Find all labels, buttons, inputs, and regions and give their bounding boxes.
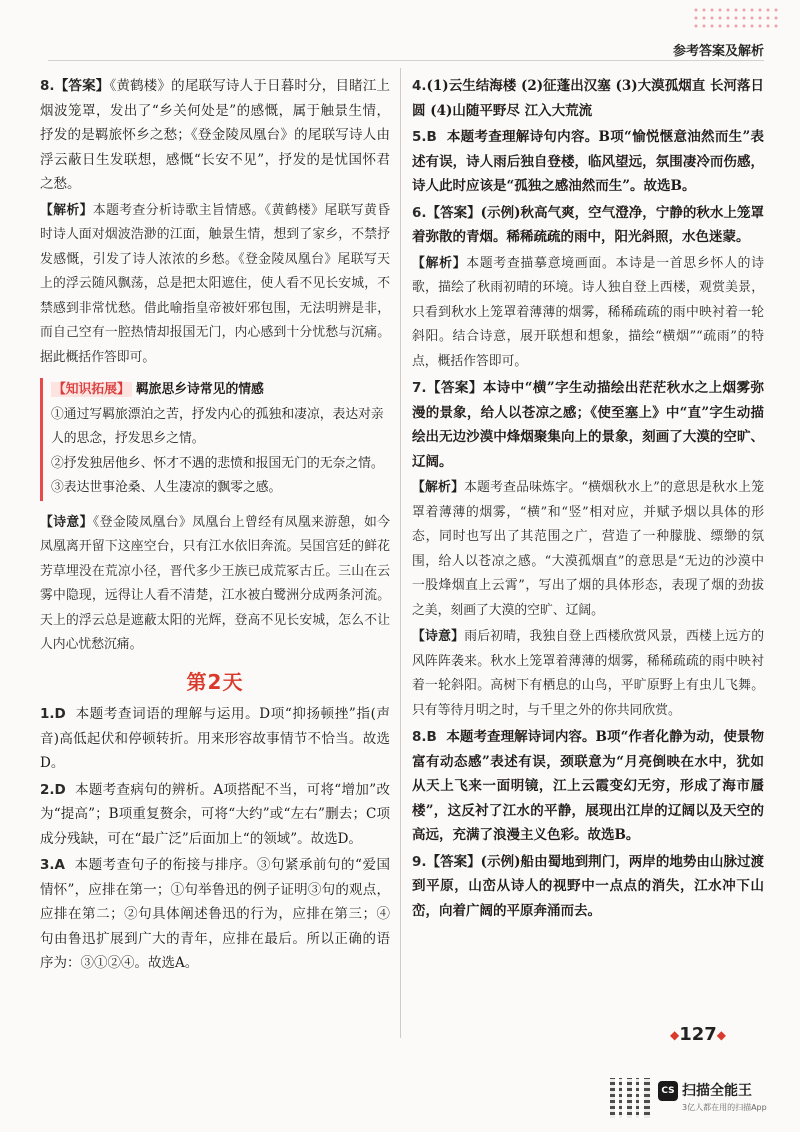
decorative-dot-pattern [692,6,778,32]
page-number: ◆127◆ [669,1024,726,1045]
left-column [40,74,390,978]
analysis-7: 【解析】本题考查品味炼字。“横烟秋水上”的意思是秋水上笼罩着薄薄的烟雾，“横”和“竖”相对应，并赋予烟以具体的形态，同时也写出了其范围之广，营造了一种朦胧、缥缈的氛围，给人以苍凉之感。“大漠孤烟直”的意思是“无边的沙漠中一股烽烟直上云霄”，写出了烟的具体形态，表现了烟的劲拔之美，刻画了大漠的空旷、辽阔。 [412,480,764,618]
poem-translation-7: 【诗意】雨后初晴，我独自登上西楼欣赏风景，西楼上远方的风阵阵袭来。秋水上笼罩着薄薄的烟雾，稀稀疏疏的雨中映衬着一轮斜阳。高树下有栖息的山鸟，平旷原野上有虫儿飞舞。只有等待月明之时，与千里之外的你共同欣赏。 [412,629,765,718]
knowledge-extension-box: 【知识拓展】 羁旅思乡诗常见的情感 ①通过写羁旅漂泊之苦，抒发内心的孤独和凄凉，表达对亲人的思念，抒发思乡之情。 ②抒发独居他乡、怀才不遇的悲愤和报国无门的无奈之情。 ③表达世事沧桑、人生凄凉的飘零之感。 [40,378,390,501]
answer-item-9: 9.【答案】(示例)船由蜀地到荆门，两岸的地势由山脉过渡到平原，山峦从诗人的视野中一点点的消失，江水冲下山峦，向着广阔的平原奔涌而去。 [412,853,765,919]
qr-code-icon [610,1078,650,1118]
scanner-brand: 扫描全能王 [682,1083,752,1099]
column-divider [400,68,401,1038]
answer-item-4: 4.(1)云生结海楼 (2)征蓬出汉塞 (3)大漠孤烟直 长河落日圆 (4)山随平野尽 江入大荒流 [412,78,764,119]
answer-item-2: 2.D 本题考查病句的辨析。A项搭配不当，可将“增加”改为“提高”；B项重复赘余，可将“大约”或“左右”删去；C项成分残缺，可在“最广泛”后面加上“的领域”。故选D。 [40,781,390,847]
answer-item-7: 7.【答案】本诗中“横”字生动描绘出茫茫秋水之上烟雾弥漫的景象，给人以苍凉之感；《使至塞上》中“直”字生动描绘出无边沙漠中烽烟聚集向上的景象，刻画了大漠的空旷、辽阔。 [412,380,765,470]
analysis-8: 【解析】本题考查分析诗歌主旨情感。《黄鹤楼》尾联写黄昏时诗人面对烟波浩渺的江面，触景生情，想到了家乡，不禁抒发感慨，引发了诗人浓浓的乡愁。《登金陵凤凰台》尾联写天上的浮云随风飘荡，总是把太阳遮住，使人看不见长安城，不禁感到非常忧愁。借此喻指皇帝被奸邪包围，无法明辨是非，而自己空有一腔热情却报国无门，内心感到十分忧愁与沉痛。据此概括作答即可。 [40,202,391,365]
analysis-6: 【解析】本题考查描摹意境画面。本诗是一首思乡怀人的诗歌，描绘了秋雨初晴的环境。诗人独自登上西楼，观赏美景，只看到秋水上笼罩着薄薄的烟雾，稀稀疏疏的雨中映衬着一轮斜阳。结合诗意，展开联想和想象，描绘“横烟”“疏雨”的特点，概括作答即可。 [412,255,765,369]
answer-item-8-right: 8.B 本题考查理解诗词内容。B项“作者化静为动，使景物富有动态感”表述有误，颈联意为“月亮倒映在水中，犹如从天上飞来一面明镜，江上云霞变幻无穷，形成了海市蜃楼”，这反衬了江水的平静，展现出江岸的辽阔以及天空的高远，充满了浪漫主义色彩。故选B。 [412,729,764,843]
answer-item-5: 5.B 本题考查理解诗句内容。B项“愉悦惬意油然而生”表述有误，诗人雨后独自登楼，临风望远，氛围凄冷而伤感，诗人此时应该是“孤独之感油然而生”。故选B。 [412,129,764,194]
right-column [412,74,764,925]
answer-item-8: 8.【答案】《黄鹤楼》的尾联写诗人于日暮时分，目睹江上烟波笼罩，发出了“乡关何处是”的感慨，属于触景生情，抒发的是羁旅怀乡之愁；《登金陵凤凰台》的尾联写诗人由浮云蔽日生发联想，感慨“长安不见”，抒发的是忧国怀君之愁。 [40,78,391,192]
diamond-right-icon: ◆ [716,1028,726,1042]
header-rule [48,60,764,61]
answer-item-1: 1.D 本题考查词语的理解与运用。D项“抑扬顿挫”指(声音)高低起伏和停顿转折。用来形容故事情节不恰当。故选D。 [40,706,390,771]
poem-translation-8: 【诗意】《登金陵凤凰台》凤凰台上曾经有凤凰来游憩，如今凤凰离开留下这座空台，只有江水依旧奔流。吴国宫廷的鲜花芳草埋没在荒凉小径，晋代多少王族已成荒冢古丘。三山在云雾中隐现，远得让人看不清楚，江水被白鹭洲分成两条河流。天上的浮云总是遮蔽太阳的光辉，登高不见长安城，怎么不让人内心忧愁沉痛。 [40,514,391,652]
answer-item-6: 6.【答案】(示例)秋高气爽，空气澄净，宁静的秋水上笼罩着弥散的青烟。稀稀疏疏的雨中，阳光斜照，水色迷蒙。 [412,204,765,245]
diamond-left-icon: ◆ [669,1028,680,1042]
answer-item-3: 3.A 本题考查句子的衔接与排序。③句紧承前句的“爱国情怀”，应排在第一；①句举鲁迅的例子证明③句的观点，应排在第二；②句具体阐述鲁迅的行为，应排在第三；④句由鲁迅扩展到广大的青年，应排在最后。所以正确的语序为：③①②④。故选A。 [40,857,390,971]
knowledge-extension-tag: 【知识拓展】 [53,382,130,397]
scanner-watermark [610,1078,786,1122]
page-header-title: 参考答案及解析 [672,44,764,59]
day-2-heading: 第2天 [186,669,244,694]
scanner-subtitle: 3亿人都在用的扫描App [682,1103,767,1112]
camscanner-logo-icon: CS [658,1081,678,1101]
